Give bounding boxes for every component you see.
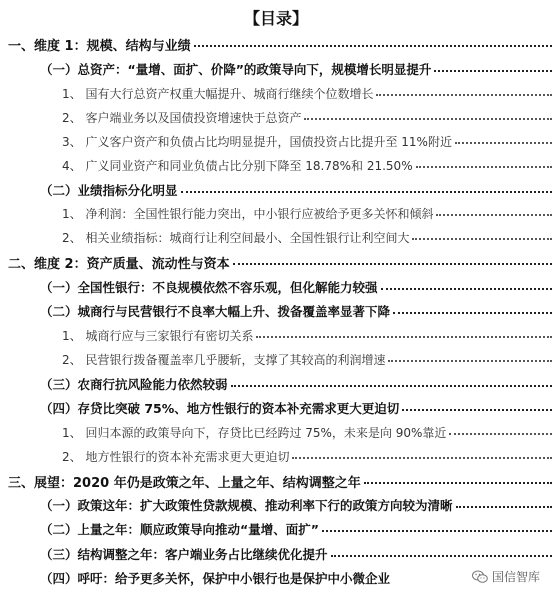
toc-entry-level-3[interactable] [0,421,552,443]
toc-entry-level-1[interactable] [0,470,552,492]
toc-entry-level-2[interactable] [0,179,552,201]
toc-entry-level-3[interactable] [0,226,552,248]
toc-entry-level-3[interactable] [0,106,552,128]
toc-entry-text: 2、 民营银行拨备覆盖率几乎腰斩，支撑了其较高的利润增速 [62,352,386,367]
toc-entry-level-2[interactable] [0,276,552,298]
toc-entry-text: （三）农商行抗风险能力依然较弱 [40,377,228,392]
toc-entry-level-3[interactable] [0,348,552,370]
toc-entry-text: 三、展望：2020 年仍是政策之年、上量之年、结构调整之年 [8,475,361,491]
toc-entry-text: （一）总资产：“量增、面扩、价降”的政策导向下，规模增长明显提升 [40,62,432,77]
dot-leader [376,94,552,96]
toc-entry-text: 4、 广义同业资产和同业负债占比分别下降至 18.78%和 21.50% [62,158,413,173]
dot-leader [434,70,552,72]
toc-entry-text: 1、 回归本源的政策导向下，存贷比已经跨过 75%，未来是向 90%靠近 [62,425,447,440]
toc-entry-text: 3、 广义客户资产和负债占比均明显提升，国债投资占比提升至 11%附近 [62,134,452,149]
toc-entry-text: 2、 客户端业务以及国债投资增速快于总资产 [62,110,302,125]
toc-entry-text: 1、 净利润：全国性银行能力突出，中小银行应被给予更多关怀和倾斜 [62,206,434,221]
toc-entry-level-2[interactable] [0,518,552,540]
dot-leader [233,263,552,265]
toc-entry-level-3[interactable] [0,82,552,104]
dot-leader [292,457,552,459]
watermark-text: 国信智库 [491,570,540,584]
toc-entry-text: 1、 国有大行总资产权重大幅提升、城商行继续个位数增长 [62,86,374,101]
toc-entry-level-3[interactable] [0,202,552,224]
dot-leader [412,238,552,240]
toc-entry-level-3[interactable] [0,154,552,176]
toc-entry-text: （一）全国性银行：不良规模依然不容乐观，但化解能力较强 [40,280,378,295]
dot-leader [393,312,552,314]
toc-entry-text: （四）呼吁：给予更多关怀，保护中小银行也是保护中小微企业 [40,571,391,586]
dot-leader [364,482,552,484]
toc-entry-level-3[interactable] [0,130,552,152]
dot-leader [304,118,552,120]
toc-entry-text: （二）上量之年：顺应政策导向推动“量增、面扩” [40,522,319,537]
dot-leader [322,530,552,532]
dot-leader [455,142,552,144]
toc-title: 【目录】 [243,9,308,28]
toc-entry-text: 1、 城商行应与三家银行有密切关系 [62,328,254,343]
dot-leader [331,555,552,557]
dot-leader [381,288,552,290]
dot-leader [256,336,552,338]
toc-entry-text: （二）业绩指标分化明显 [40,183,178,198]
toc-entry-level-2[interactable] [0,494,552,516]
dot-leader [194,45,552,47]
toc-entry-level-2[interactable] [0,373,552,395]
toc-entry-text: 一、维度 1：规模、结构与业绩 [8,38,191,54]
toc-entry-level-1[interactable] [0,251,552,273]
dot-leader [402,409,552,411]
dot-leader [456,506,552,508]
toc-entry-level-2[interactable] [0,543,552,565]
toc-entry-text: （四）存贷比突破 75%、地方性银行的资本补充需求更大更迫切 [40,401,400,416]
toc-entry-text: （一）政策这年：扩大政策性贷款规模、推动利率下行的政策方向较为清晰 [40,498,453,513]
dot-leader [449,433,552,435]
toc-entry-level-2[interactable] [0,397,552,419]
dot-leader [436,214,552,216]
wechat-icon [472,570,488,584]
toc-entry-level-3[interactable] [0,445,552,467]
toc-entry-level-3[interactable] [0,324,552,346]
toc-entry-level-2[interactable] [0,58,552,80]
toc-entry-text: 2、 地方性银行的资本补充需求更大更迫切 [62,449,290,464]
toc-entry-text: 二、维度 2：资产质量、流动性与资本 [8,256,230,272]
toc-entry-level-1[interactable] [0,33,552,55]
dot-leader [388,360,552,362]
toc-entry-text: （三）结构调整之年：客户端业务占比继续优化提升 [40,547,328,562]
toc-entry-text: （二）城商行与民营银行不良率大幅上升、拨备覆盖率显著下降 [40,304,391,319]
dot-leader [416,166,552,168]
toc-entry-text: 2、 相关业绩指标：城商行让利空间最小、全国性银行让利空间大 [62,230,410,245]
dot-leader [231,385,552,387]
dot-leader [181,191,552,193]
toc-entry-level-2[interactable] [0,300,552,322]
watermark [468,568,544,585]
